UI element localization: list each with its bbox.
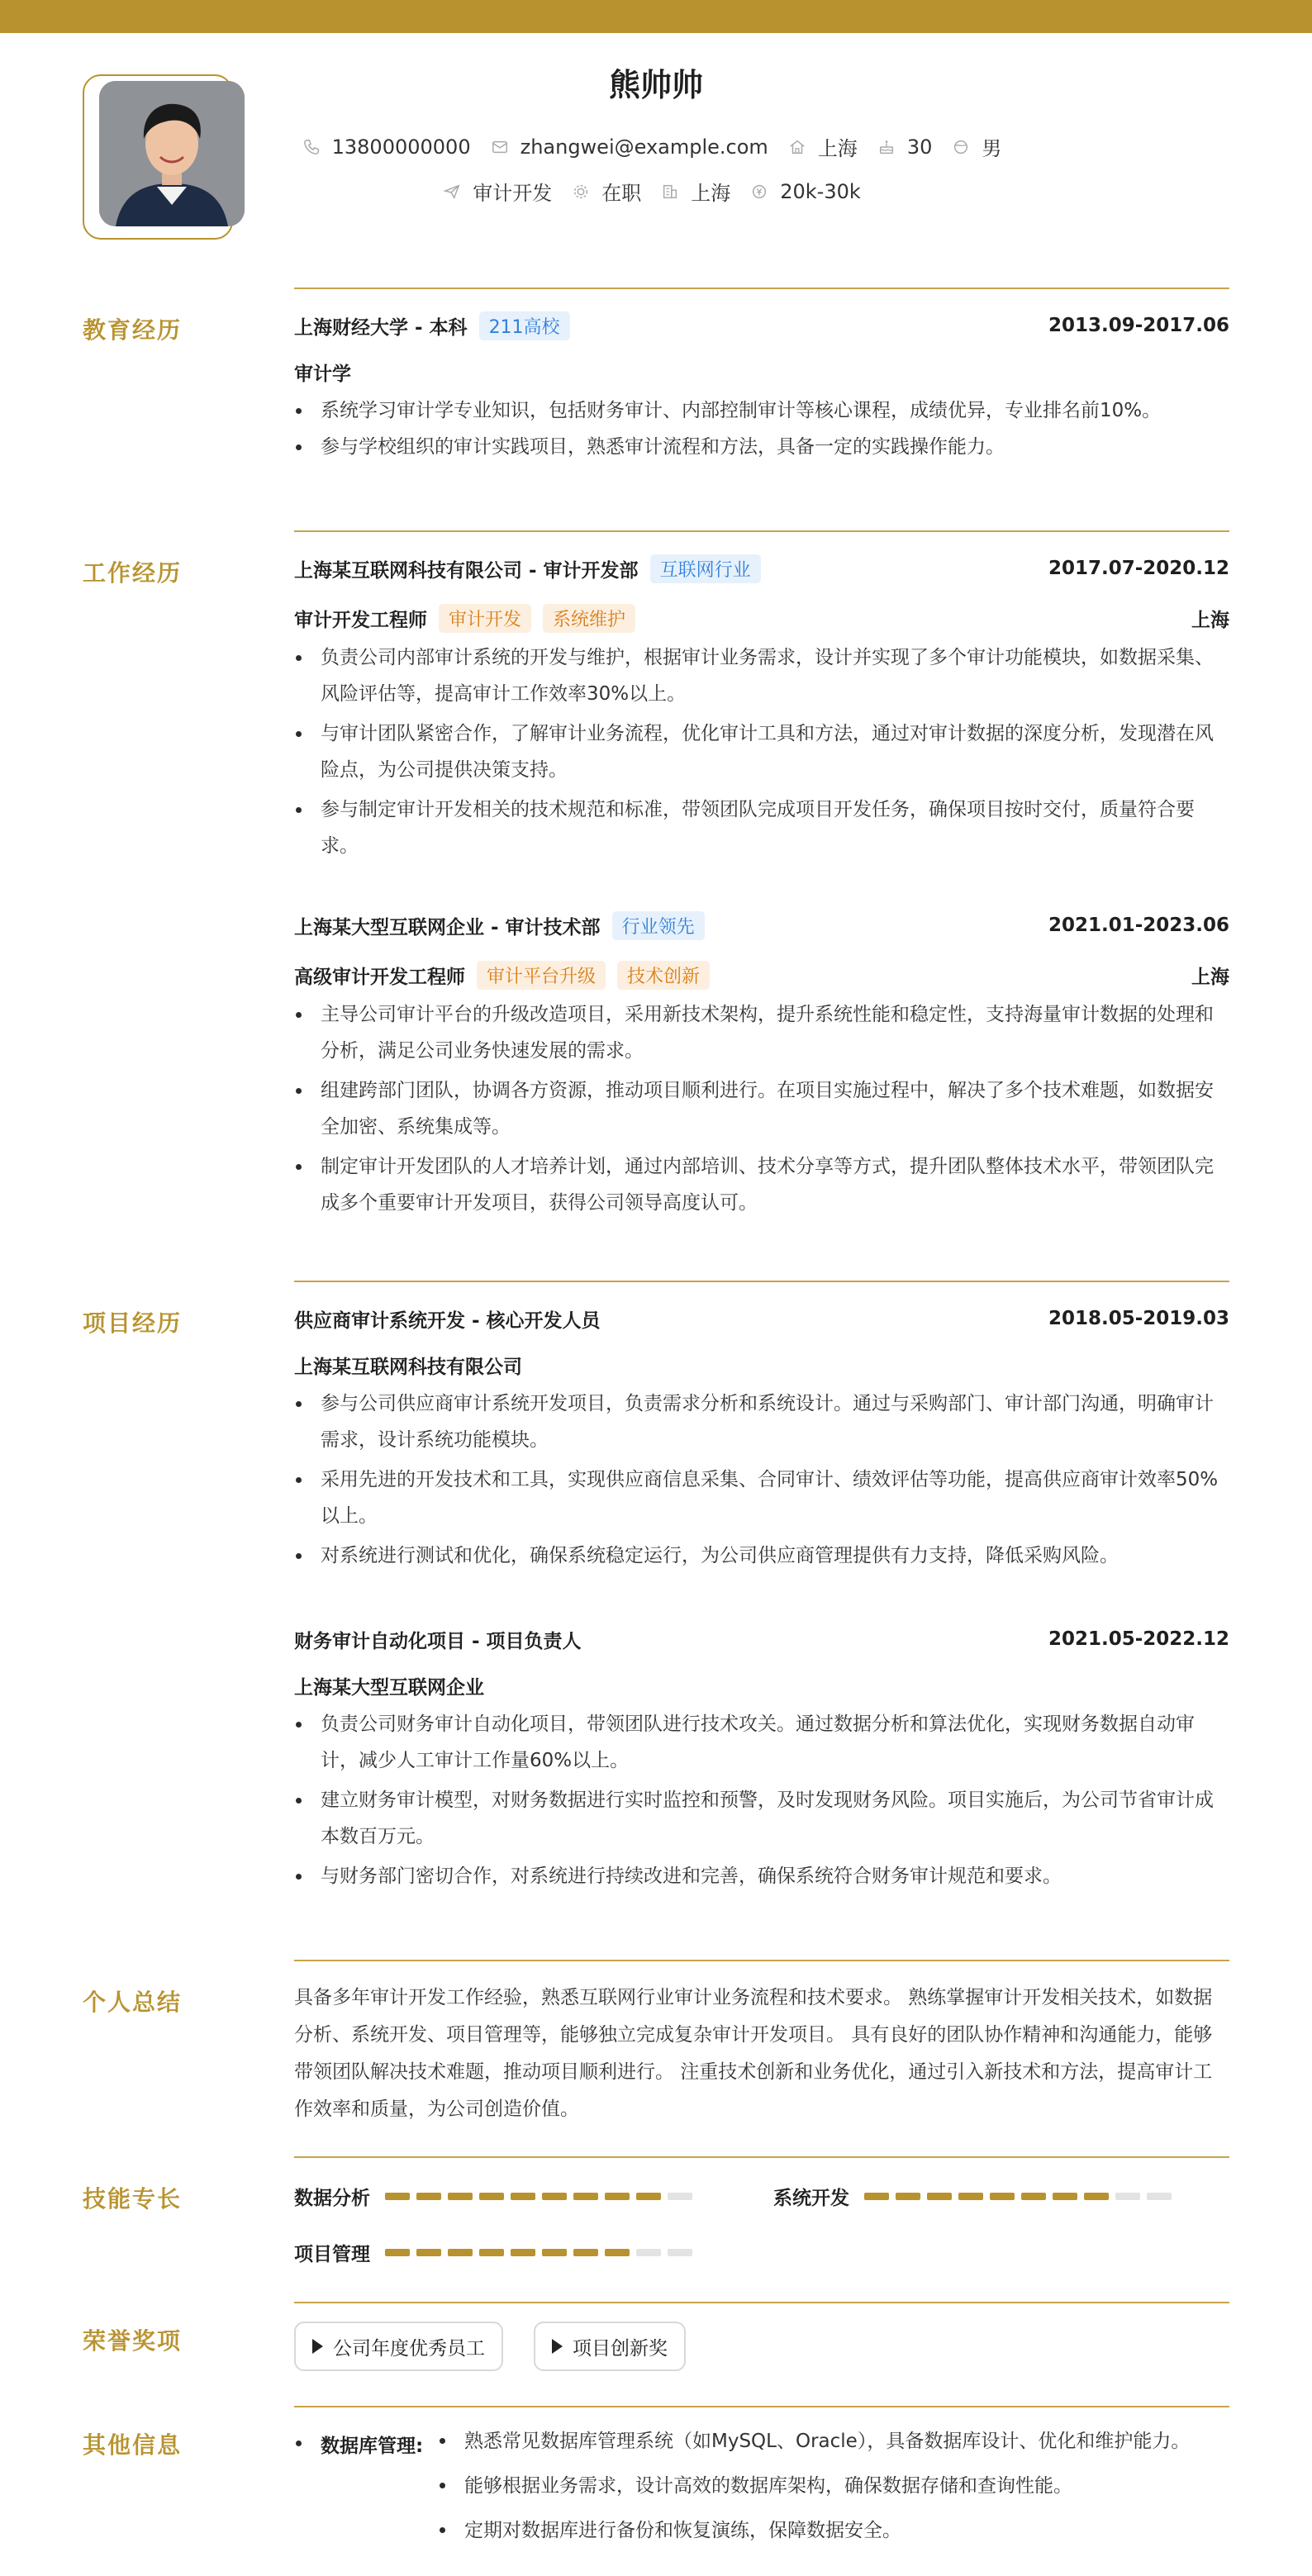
education-title: 教育经历 xyxy=(83,316,183,344)
awards-title: 荣誉奖项 xyxy=(83,2327,183,2355)
skill-bar-filled xyxy=(1021,2193,1046,2200)
job-title-text: 审计开发 xyxy=(473,182,553,205)
project-date: 2018.05-2019.03 xyxy=(1048,1308,1229,1329)
other-divider xyxy=(294,2406,1229,2407)
work-location: 上海 xyxy=(1191,966,1229,988)
summary-divider xyxy=(294,1960,1229,1961)
work-date: 2017.07-2020.12 xyxy=(1048,558,1229,579)
project-date: 2021.05-2022.12 xyxy=(1048,1628,1229,1650)
email-item xyxy=(491,135,768,159)
skill-bar-filled xyxy=(864,2193,889,2200)
school-name: 上海财经大学 - 本科 xyxy=(294,316,468,339)
skill-bar-filled xyxy=(573,2193,598,2200)
list-item: 系统学习审计学专业知识，包括财务审计、内部控制审计等核心课程，成绩优异，专业排名前10%。 xyxy=(294,392,1229,429)
candidate-name: 熊帅帅 xyxy=(608,67,703,103)
expected-city-text: 上海 xyxy=(691,182,731,205)
skill-bar-filled xyxy=(636,2193,661,2200)
home-icon xyxy=(788,138,806,156)
project-name: 财务审计自动化项目 - 项目负责人 xyxy=(294,1630,582,1652)
phone-text: 13800000000 xyxy=(331,135,471,159)
job-intent-row xyxy=(0,177,1312,206)
list-item: 熟悉常见数据库管理系统（如MySQL、Oracle），具备数据库设计、优化和维护能力。 xyxy=(436,2419,1229,2464)
skill-bar-filled xyxy=(990,2193,1015,2200)
list-item: 与审计团队紧密合作，了解审计业务流程，优化审计工具和方法，通过对审计数据的深度分析，发现潜在风险点，为公司提供决策支持。 xyxy=(294,715,1229,788)
expected-city-item xyxy=(661,177,730,206)
position-tag: 技术创新 xyxy=(617,961,710,990)
awards-divider xyxy=(294,2302,1229,2303)
age-item xyxy=(877,135,933,159)
education-divider xyxy=(294,288,1229,289)
phone-item xyxy=(302,135,471,159)
list-item: 建立财务审计模型，对财务数据进行实时监控和预警，及时发现财务风险。项目实施后，为公司节省审计成本数百万元。 xyxy=(294,1782,1229,1855)
salary-item xyxy=(750,180,861,203)
play-icon xyxy=(312,2339,323,2354)
email-text: zhangwei@example.com xyxy=(520,135,768,159)
list-item: 组建跨部门团队，协调各方资源，推动项目顺利进行。在项目实施过程中，解决了多个技术难题，如数据安全加密、系统集成等。 xyxy=(294,1072,1229,1145)
projects-divider xyxy=(294,1281,1229,1282)
education-bullets xyxy=(294,392,1229,465)
list-item: 负责公司内部审计系统的开发与维护，根据审计业务需求，设计并实现了多个审计功能模块，如数据采集、风险评估等，提高审计工作效率30%以上。 xyxy=(294,639,1229,712)
skill-bar-filled xyxy=(573,2249,598,2256)
skill-bar-filled xyxy=(896,2193,920,2200)
project-bullets xyxy=(294,1706,1229,1894)
skill-name: 系统开发 xyxy=(773,2188,849,2209)
project-name: 供应商审计系统开发 - 核心开发人员 xyxy=(294,1309,601,1332)
position-tag: 系统维护 xyxy=(543,604,635,633)
skill-name: 项目管理 xyxy=(294,2244,370,2265)
skill-bar-filled xyxy=(416,2249,441,2256)
work-bullets xyxy=(294,996,1229,1221)
skill-bar-empty xyxy=(1147,2193,1172,2200)
age-text: 30 xyxy=(906,135,933,159)
skill-bar-filled xyxy=(479,2249,504,2256)
city-text: 上海 xyxy=(817,137,858,160)
other-bullets xyxy=(436,2419,1229,2553)
gender-icon xyxy=(952,138,970,156)
company-tag: 行业领先 xyxy=(612,911,705,940)
list-item: 定期对数据库进行备份和恢复演练，保障数据安全。 xyxy=(436,2508,1229,2553)
status-item xyxy=(572,177,641,206)
award-badge xyxy=(294,2322,503,2371)
company-name: 上海某大型互联网企业 - 审计技术部 xyxy=(294,916,601,939)
skill-bar-filled xyxy=(1053,2193,1077,2200)
award-badge xyxy=(534,2322,686,2371)
work-divider xyxy=(294,530,1229,532)
education-item xyxy=(294,311,1229,465)
list-item: 制定审计开发团队的人才培养计划，通过内部培训、技术分享等方式，提升团队整体技术水平，带领团队完成多个重要审计开发项目，获得公司领导高度认可。 xyxy=(294,1148,1229,1221)
skill-bar-filled xyxy=(448,2193,473,2200)
skills-divider xyxy=(294,2156,1229,2158)
gender-item xyxy=(952,132,1001,161)
work-location: 上海 xyxy=(1191,609,1229,631)
gear-icon xyxy=(572,183,590,201)
skill-bar-empty xyxy=(668,2249,692,2256)
other-key: 数据库管理: xyxy=(321,2431,423,2458)
skill-bar-filled xyxy=(542,2249,567,2256)
coin-icon xyxy=(750,183,768,201)
major-name: 审计学 xyxy=(294,364,351,385)
work-item xyxy=(294,910,1229,1221)
award-label: 公司年度优秀员工 xyxy=(333,2337,485,2360)
skill-bar-filled xyxy=(479,2193,504,2200)
skill-bar-filled xyxy=(605,2193,630,2200)
city-item xyxy=(788,132,858,161)
skill-level-bars xyxy=(864,2193,1172,2200)
skill-item xyxy=(294,2183,692,2210)
contact-row xyxy=(0,132,1312,161)
list-item: 对系统进行测试和优化，确保系统稳定运行，为公司供应商管理提供有力支持，降低采购风险。 xyxy=(294,1538,1229,1574)
skill-item xyxy=(294,2239,692,2266)
work-title: 工作经历 xyxy=(83,559,183,587)
gender-text: 男 xyxy=(982,137,1002,160)
work-bullets xyxy=(294,639,1229,864)
top-accent-bar xyxy=(0,0,1312,33)
skill-level-bars xyxy=(385,2193,692,2200)
project-bullets xyxy=(294,1385,1229,1574)
skill-name: 数据分析 xyxy=(294,2188,370,2209)
summary-text: 具备多年审计开发工作经验，熟悉互联网行业审计业务流程和技术要求。 熟练掌握审计开发相关技术，如数据分析、系统开发、项目管理等，能够独立完成复杂审计开发项目。 具有良好的团队协作精神和沟通能力，能够带领团队解决技术难题，推动项目顺利进行。 注重技术创新和业务优化，通过引入新技术和方法，提高审计工作效率和质量，为公司创造价值。 xyxy=(294,1987,1213,2120)
projects-title: 项目经历 xyxy=(83,1309,183,1337)
list-item: 参与学校组织的审计实践项目，熟悉审计流程和方法，具备一定的实践操作能力。 xyxy=(294,429,1229,465)
list-item: 采用先进的开发技术和工具，实现供应商信息采集、合同审计、绩效评估等功能，提高供应商审计效率50%以上。 xyxy=(294,1461,1229,1534)
skill-bar-empty xyxy=(1115,2193,1140,2200)
skill-item xyxy=(773,2183,1172,2210)
education-date: 2013.09-2017.06 xyxy=(1048,315,1229,336)
skill-bar-filled xyxy=(605,2249,630,2256)
skill-bar-filled xyxy=(511,2249,535,2256)
skill-bar-filled xyxy=(542,2193,567,2200)
company-tag: 互联网行业 xyxy=(650,554,761,583)
work-item xyxy=(294,554,1229,864)
cake-icon xyxy=(877,138,896,156)
position-name: 审计开发工程师 xyxy=(294,609,427,631)
skill-bar-filled xyxy=(511,2193,535,2200)
skill-bar-empty xyxy=(636,2249,661,2256)
project-item xyxy=(294,1304,1229,1574)
list-item: 主导公司审计平台的升级改造项目，采用新技术架构，提升系统性能和稳定性，支持海量审计数据的处理和分析，满足公司业务快速发展的需求。 xyxy=(294,996,1229,1069)
skill-bar-filled xyxy=(1084,2193,1109,2200)
award-label: 项目创新奖 xyxy=(573,2337,668,2360)
position-tag: 审计开发 xyxy=(439,604,531,633)
summary-title: 个人总结 xyxy=(83,1989,183,2016)
position-name: 高级审计开发工程师 xyxy=(294,966,465,988)
skill-bar-filled xyxy=(927,2193,952,2200)
building-icon xyxy=(661,183,679,201)
job-title-item xyxy=(443,177,552,206)
skills-title: 技能专长 xyxy=(83,2185,183,2212)
skill-bar-filled xyxy=(416,2193,441,2200)
list-item: 负责公司财务审计自动化项目，带领团队进行技术攻关。通过数据分析和算法优化，实现财务数据自动审计，减少人工审计工作量60%以上。 xyxy=(294,1706,1229,1779)
list-item: 参与制定审计开发相关的技术规范和标准，带领团队完成项目开发任务，确保项目按时交付，质量符合要求。 xyxy=(294,791,1229,864)
skill-bar-filled xyxy=(448,2249,473,2256)
work-date: 2021.01-2023.06 xyxy=(1048,915,1229,936)
list-item: 能够根据业务需求，设计高效的数据库架构，确保数据存储和查询性能。 xyxy=(436,2464,1229,2508)
play-icon xyxy=(552,2339,563,2354)
position-tag: 审计平台升级 xyxy=(477,961,606,990)
project-org: 上海某大型互联网企业 xyxy=(294,1677,484,1699)
list-item: 与财务部门密切合作，对系统进行持续改进和完善，确保系统符合财务审计规范和要求。 xyxy=(294,1858,1229,1894)
company-name: 上海某互联网科技有限公司 - 审计开发部 xyxy=(294,559,639,582)
salary-text: 20k-30k xyxy=(780,179,861,203)
mail-icon xyxy=(491,138,509,156)
phone-icon xyxy=(302,138,321,156)
list-item: 参与公司供应商审计系统开发项目，负责需求分析和系统设计。通过与采购部门、审计部门沟通，明确审计需求，设计系统功能模块。 xyxy=(294,1385,1229,1458)
send-icon xyxy=(443,183,461,201)
skill-bar-filled xyxy=(958,2193,983,2200)
skill-bar-filled xyxy=(385,2249,410,2256)
project-item xyxy=(294,1624,1229,1894)
status-text: 在职 xyxy=(601,182,642,205)
skill-bar-empty xyxy=(668,2193,692,2200)
project-org: 上海某互联网科技有限公司 xyxy=(294,1357,522,1378)
skill-bar-filled xyxy=(385,2193,410,2200)
other-title: 其他信息 xyxy=(83,2431,183,2459)
skill-level-bars xyxy=(385,2249,692,2256)
school-tag: 211高校 xyxy=(479,311,570,340)
